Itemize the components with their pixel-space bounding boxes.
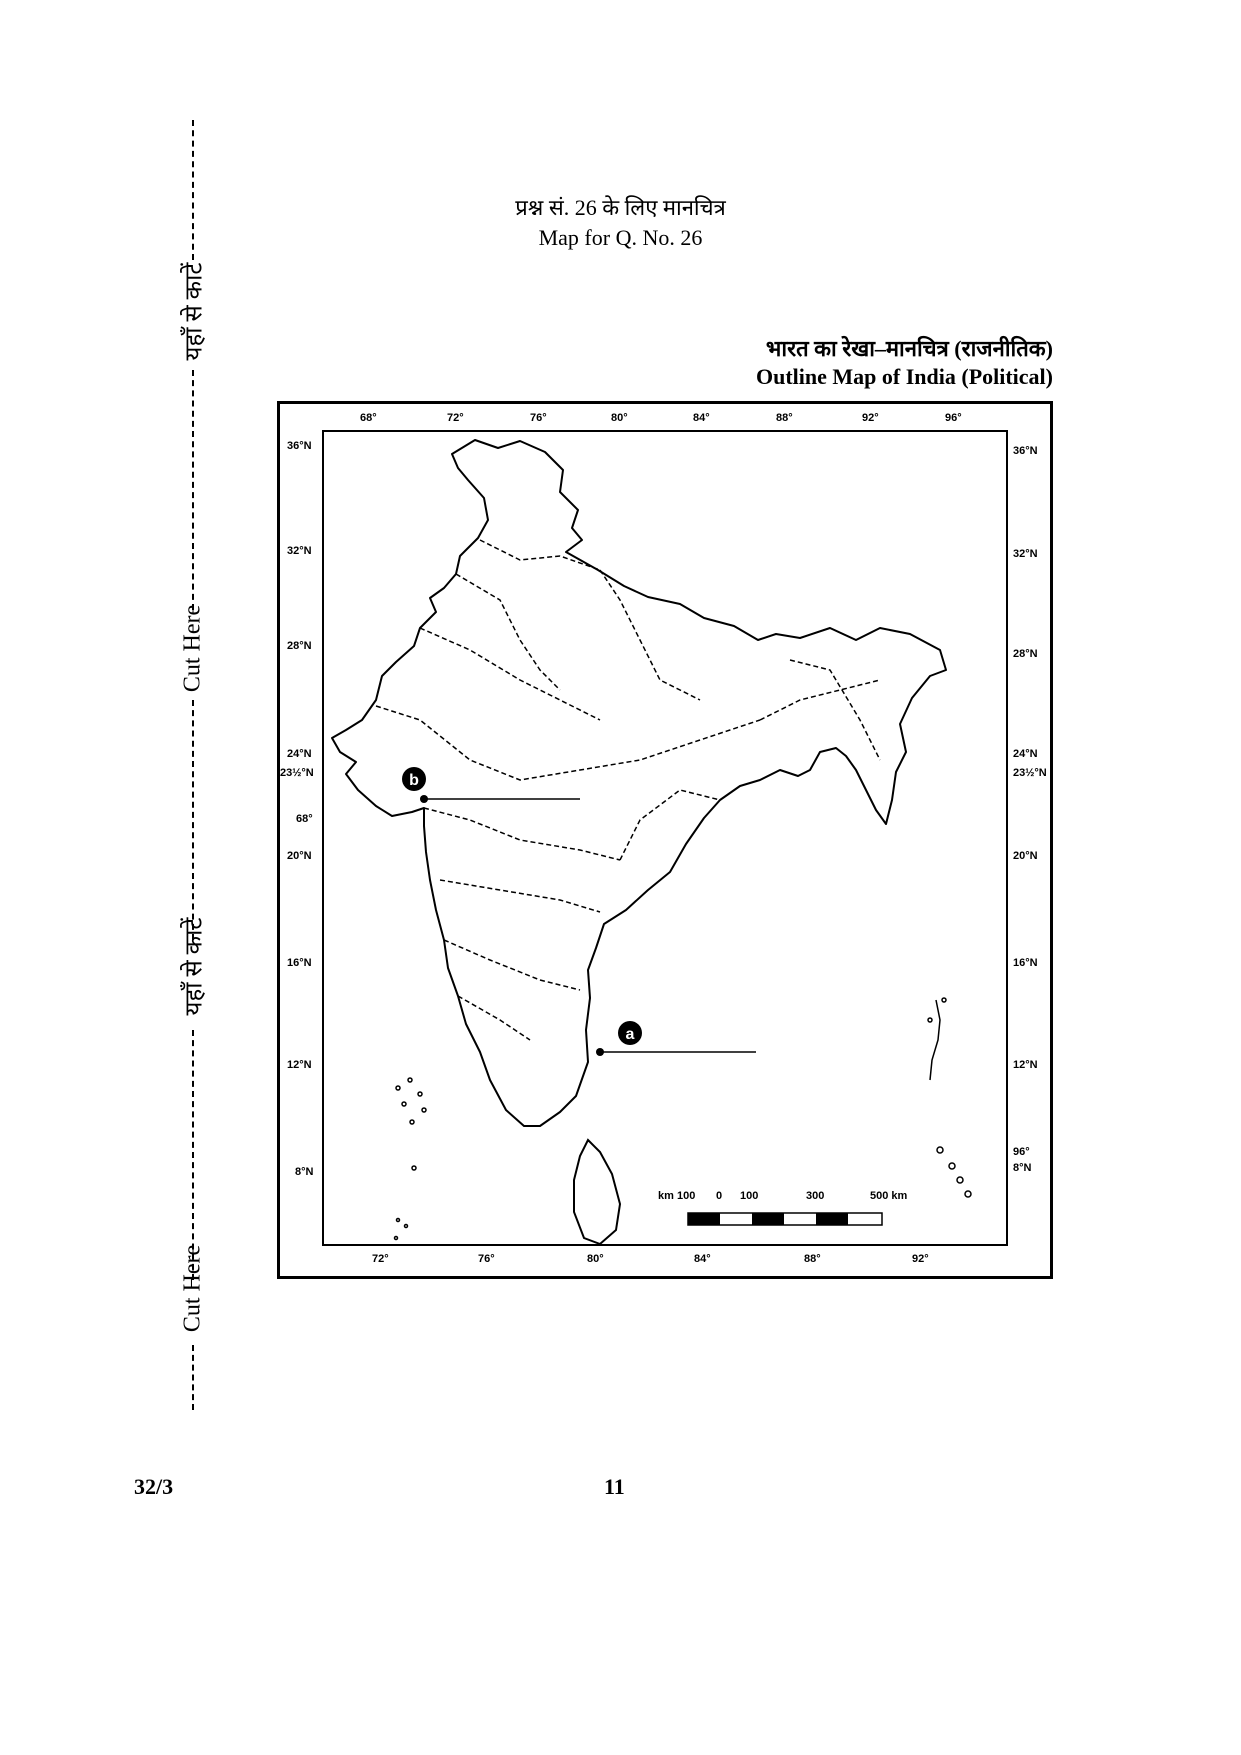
latitude-label-left: 23½°N — [280, 767, 314, 779]
longitude-label-bottom: 84° — [694, 1253, 711, 1265]
latitude-label-right: 32°N — [1013, 548, 1038, 560]
longitude-label-bottom: 72° — [372, 1253, 389, 1265]
cut-here-hindi-label: यहाँ से काटें — [181, 917, 208, 1016]
scale-bar — [658, 1190, 908, 1225]
latitude-label-right: 28°N — [1013, 648, 1038, 660]
latitude-label-left: 32°N — [287, 545, 312, 557]
latitude-label-right: 24°N — [1013, 748, 1038, 760]
map-title-hindi: भारत का रेखा–मानचित्र (राजनीतिक) — [765, 336, 1053, 361]
latitude-label-left: 16°N — [287, 957, 312, 969]
longitude-label-bottom: 92° — [912, 1253, 929, 1265]
cut-here-label: Cut Here — [179, 1244, 206, 1333]
latitude-label-left: 28°N — [287, 640, 312, 652]
latitude-label-right: 23½°N — [1013, 767, 1047, 779]
latitude-label-left: 36°N — [287, 440, 312, 452]
latitude-label-right: 8°N — [1013, 1162, 1032, 1174]
marker-b-label: b — [409, 772, 419, 789]
sri-lanka-outline — [574, 1140, 620, 1244]
longitude-label-top: 72° — [447, 412, 464, 424]
latitude-label-left: 68° — [296, 813, 313, 825]
longitude-label-top: 68° — [360, 412, 377, 424]
longitude-label-top: 76° — [530, 412, 547, 424]
marker-a-label: a — [625, 1026, 635, 1043]
longitude-label-top: 80° — [611, 412, 628, 424]
longitude-label-bottom: 76° — [478, 1253, 495, 1265]
marker-a-point — [596, 1048, 604, 1056]
scale-label: 500 km — [870, 1190, 908, 1202]
caption-hindi: प्रश्न सं. 26 के लिए मानचित्र — [515, 195, 726, 220]
longitude-label-bottom: 88° — [804, 1253, 821, 1265]
latitude-label-right: 96° — [1013, 1146, 1030, 1158]
longitude-label-top: 92° — [862, 412, 879, 424]
latitude-label-left: 20°N — [287, 850, 312, 862]
latitude-label-left: 24°N — [287, 748, 312, 760]
longitude-label-top: 88° — [776, 412, 793, 424]
scale-label: 0 — [716, 1190, 723, 1202]
latitude-label-left: 12°N — [287, 1059, 312, 1071]
latitude-label-right: 12°N — [1013, 1059, 1038, 1071]
map-title-english: Outline Map of India (Political) — [756, 364, 1053, 389]
latitude-label-right: 36°N — [1013, 445, 1038, 457]
marker-b-point — [420, 795, 428, 803]
cut-here-label: Cut Here — [179, 604, 206, 693]
paper-code: 32/3 — [134, 1474, 174, 1499]
longitude-label-bottom: 80° — [587, 1253, 604, 1265]
latitude-label-left: 8°N — [295, 1166, 314, 1178]
lakshadweep-islands — [396, 1078, 426, 1170]
longitude-label-top: 96° — [945, 412, 962, 424]
latitude-label-right: 20°N — [1013, 850, 1038, 862]
scale-label: 300 — [806, 1190, 825, 1202]
scale-label: km 100 — [658, 1190, 696, 1202]
latitude-label-right: 16°N — [1013, 957, 1038, 969]
andaman-nicobar-islands — [928, 998, 971, 1197]
cut-here-hindi-label: यहाँ से काटें — [181, 262, 208, 361]
caption-english: Map for Q. No. 26 — [538, 225, 703, 250]
scale-label: 100 — [740, 1190, 759, 1202]
longitude-label-top: 84° — [693, 412, 710, 424]
page-number: 11 — [604, 1474, 625, 1499]
minicoy-islands — [395, 1219, 408, 1240]
